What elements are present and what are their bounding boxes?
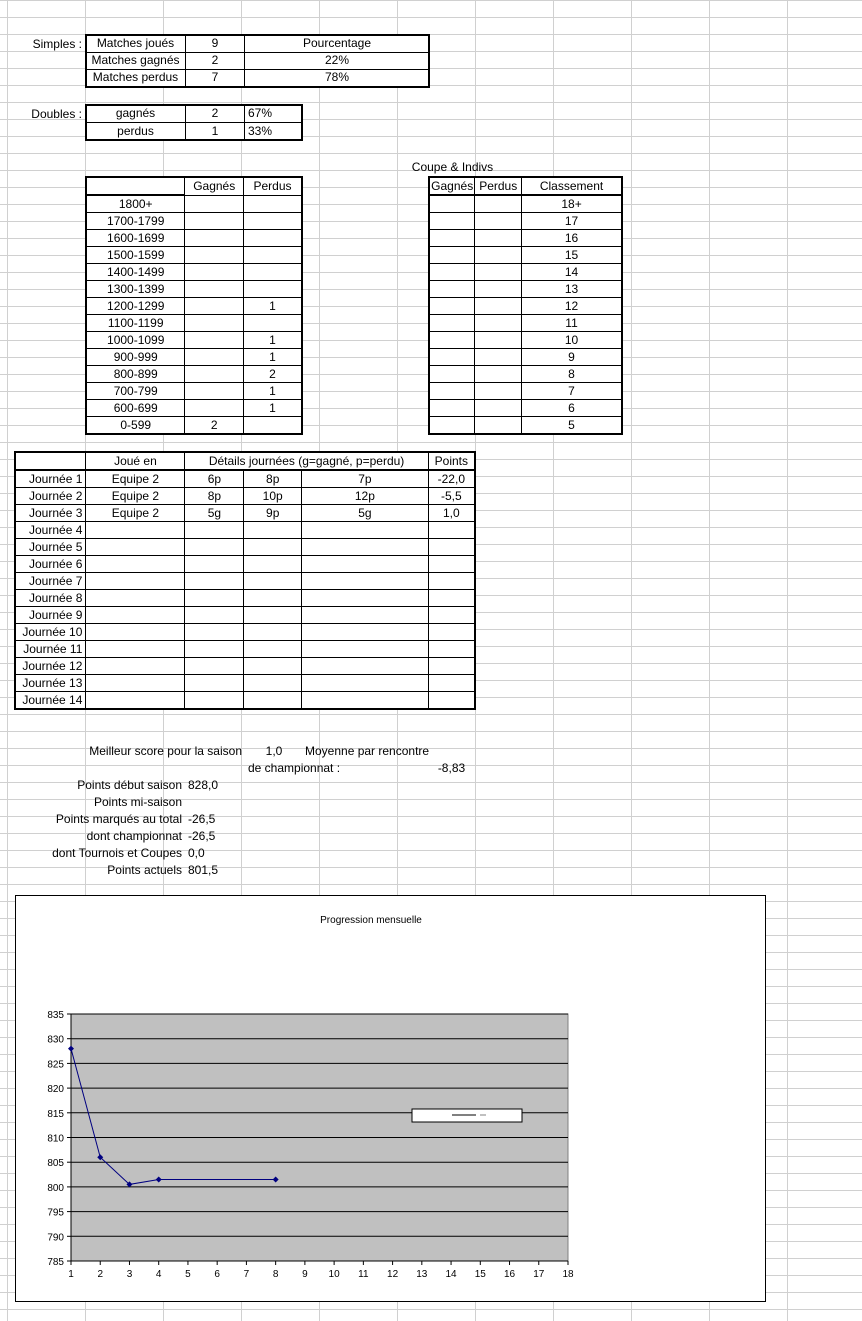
coupe-row: [429, 400, 622, 417]
championnat-range[interactable]: 800-899: [86, 366, 185, 383]
coupe-gagnes[interactable]: [429, 366, 475, 383]
championnat-perdus[interactable]: 2: [244, 366, 303, 383]
journee-match-3[interactable]: [302, 692, 429, 710]
championnat-perdus[interactable]: [244, 281, 303, 298]
y-tick-label: 790: [47, 1232, 64, 1244]
coupe-header-perdus: Perdus: [475, 177, 522, 195]
x-tick-label: 16: [503, 1269, 516, 1280]
coupe-gagnes[interactable]: [429, 195, 475, 213]
x-tick-label: 5: [185, 1269, 191, 1280]
best-score-value: 1,0: [265, 744, 283, 758]
simples-row-extra: 78%: [324, 70, 350, 84]
championnat-row: [86, 366, 302, 383]
average-label-2: de championnat :: [248, 761, 341, 775]
championnat-header-spacer: [86, 177, 185, 195]
journee-match-1[interactable]: 8p: [185, 488, 244, 505]
simples-row-extra: Pourcentage: [302, 36, 372, 50]
coupe-classement[interactable]: 12: [522, 298, 622, 315]
journee-match-2[interactable]: [244, 573, 302, 590]
stat-value: 801,5: [188, 863, 219, 877]
championnat-perdus[interactable]: 1: [244, 298, 303, 315]
championnat-gagnes[interactable]: [185, 264, 244, 281]
coupe-row: [429, 332, 622, 349]
x-tick-label: 9: [302, 1269, 308, 1280]
coupe-row: [429, 383, 622, 400]
journee-equipe[interactable]: [86, 539, 185, 556]
coupe-gagnes[interactable]: [429, 213, 475, 230]
doubles-label: Doubles :: [31, 107, 82, 121]
journee-points[interactable]: [428, 522, 475, 539]
coupe-row: [429, 213, 622, 230]
journee-match-3[interactable]: [302, 607, 429, 624]
y-tick-label: 785: [47, 1257, 64, 1268]
journee-match-1[interactable]: [185, 658, 244, 675]
coupe-perdus[interactable]: [475, 230, 522, 247]
championnat-row: [86, 247, 302, 264]
journees-table: [14, 451, 476, 710]
championnat-row: [86, 264, 302, 281]
championnat-range[interactable]: 900-999: [86, 349, 185, 366]
coupe-classement[interactable]: 10: [522, 332, 622, 349]
championnat-perdus[interactable]: [244, 417, 303, 435]
championnat-perdus[interactable]: [244, 230, 303, 247]
coupe-classement[interactable]: 7: [522, 383, 622, 400]
doubles-row-label: perdus: [117, 124, 154, 138]
x-tick-label: 14: [445, 1269, 457, 1280]
simples-row-count: 2: [211, 53, 219, 67]
championnat-gagnes[interactable]: [185, 213, 244, 230]
journee-points[interactable]: [428, 539, 475, 556]
y-tick-label: 835: [47, 1010, 64, 1021]
championnat-perdus[interactable]: [244, 247, 303, 264]
journee-match-2[interactable]: 8p: [244, 470, 302, 488]
coupe-perdus[interactable]: [475, 281, 522, 298]
journee-match-1[interactable]: [185, 607, 244, 624]
championnat-perdus[interactable]: 1: [244, 349, 303, 366]
journee-name[interactable]: Journée 14: [15, 692, 86, 710]
coupe-row: [429, 230, 622, 247]
x-tick-label: 7: [243, 1269, 250, 1280]
journee-match-3[interactable]: [302, 556, 429, 573]
coupe-header-gagnes: Gagnés: [429, 177, 475, 195]
journee-match-2[interactable]: [244, 522, 302, 539]
average-value: -8,83: [437, 761, 466, 775]
championnat-gagnes[interactable]: [185, 281, 244, 298]
championnat-range[interactable]: 1600-1699: [86, 230, 185, 247]
coupe-gagnes[interactable]: [429, 383, 475, 400]
journee-equipe[interactable]: [86, 641, 185, 658]
journee-name[interactable]: Journée 9: [15, 607, 86, 624]
championnat-header-perdus: Perdus: [244, 177, 303, 195]
simples-row-label: Matches gagnés: [91, 53, 180, 67]
stat-label: Points actuels: [107, 863, 182, 877]
coupe-perdus[interactable]: [475, 400, 522, 417]
championnat-range[interactable]: 1200-1299: [86, 298, 185, 315]
y-tick-label: 800: [47, 1182, 64, 1194]
journee-points[interactable]: -5,5: [428, 488, 475, 505]
simples-row-count: 7: [211, 70, 219, 84]
coupe-gagnes[interactable]: [429, 400, 475, 417]
journee-points[interactable]: [428, 556, 475, 573]
journee-match-3[interactable]: [302, 658, 429, 675]
journee-row: [15, 470, 475, 488]
championnat-range[interactable]: 1500-1599: [86, 247, 185, 264]
coupe-perdus[interactable]: [475, 366, 522, 383]
coupe-gagnes[interactable]: [429, 264, 475, 281]
best-score-label: Meilleur score pour la saison: [89, 744, 242, 758]
journee-match-3[interactable]: [302, 573, 429, 590]
championnat-gagnes[interactable]: [185, 366, 244, 383]
stat-label: Points marqués au total: [55, 812, 182, 826]
progression-chart[interactable]: [15, 895, 766, 1302]
journee-row: [15, 624, 475, 641]
championnat-row: [86, 417, 302, 435]
coupe-classement[interactable]: 5: [522, 417, 622, 435]
simples-row-count: 9: [211, 36, 219, 50]
x-tick-label: 18: [562, 1269, 574, 1280]
x-tick-label: 4: [155, 1269, 162, 1280]
x-tick-label: 17: [533, 1269, 545, 1280]
coupe-gagnes[interactable]: [429, 349, 475, 366]
journee-match-3[interactable]: [302, 522, 429, 539]
championnat-gagnes[interactable]: [185, 315, 244, 332]
championnat-row: [86, 195, 302, 213]
y-tick-label: 810: [47, 1133, 64, 1145]
championnat-perdus[interactable]: [244, 195, 303, 213]
journee-match-1[interactable]: [185, 641, 244, 658]
coupe-title: Coupe & Indivs: [411, 160, 494, 174]
simples-row-label: Matches perdus: [92, 70, 179, 84]
championnat-range[interactable]: 700-799: [86, 383, 185, 400]
coupe-classement[interactable]: 14: [522, 264, 622, 281]
journees-header-points: Points: [428, 452, 475, 470]
x-tick-label: 11: [358, 1269, 369, 1280]
coupe-classement[interactable]: 8: [522, 366, 622, 383]
journee-points[interactable]: [428, 675, 475, 692]
y-tick-label: 830: [47, 1034, 64, 1046]
journee-points[interactable]: 1,0: [428, 505, 475, 522]
coupe-row: [429, 315, 622, 332]
journee-row: [15, 658, 475, 675]
championnat-gagnes[interactable]: [185, 195, 244, 213]
journee-match-2[interactable]: [244, 590, 302, 607]
x-tick-label: 8: [272, 1269, 279, 1280]
championnat-gagnes[interactable]: [185, 400, 244, 417]
journee-row: [15, 692, 475, 710]
championnat-gagnes[interactable]: [185, 383, 244, 400]
coupe-perdus[interactable]: [475, 315, 522, 332]
stat-value: -26,5: [188, 829, 216, 843]
journee-row: [15, 522, 475, 539]
x-tick-label: 1: [68, 1269, 74, 1280]
journee-match-3[interactable]: [302, 675, 429, 692]
journee-match-1[interactable]: [185, 539, 244, 556]
championnat-range[interactable]: 1700-1799: [86, 213, 185, 230]
coupe-row: [429, 281, 622, 298]
journee-equipe[interactable]: [86, 675, 185, 692]
x-tick-label: 6: [214, 1269, 220, 1280]
stat-value: -26,5: [188, 812, 216, 826]
coupe-gagnes[interactable]: [429, 281, 475, 298]
championnat-range[interactable]: 1000-1099: [86, 332, 185, 349]
journee-match-3[interactable]: 12p: [302, 488, 429, 505]
coupe-row: [429, 264, 622, 281]
stat-value: [185, 794, 243, 811]
championnat-row: [86, 400, 302, 417]
championnat-range[interactable]: 1100-1199: [86, 315, 185, 332]
journee-match-2[interactable]: [244, 607, 302, 624]
coupe-table: [428, 176, 623, 435]
coupe-perdus[interactable]: [475, 298, 522, 315]
doubles-row-count: 1: [211, 124, 219, 138]
coupe-row: [429, 298, 622, 315]
journees-header-joue-en: Joué en: [86, 452, 185, 470]
journees-header-details: Détails journées (g=gagné, p=perdu): [185, 452, 428, 470]
stat-label: dont Tournois et Coupes: [52, 846, 182, 860]
journee-match-3[interactable]: 5g: [302, 505, 429, 522]
coupe-perdus[interactable]: [475, 247, 522, 264]
journee-match-2[interactable]: 9p: [244, 505, 302, 522]
championnat-range[interactable]: 1800+: [86, 195, 185, 213]
championnat-gagnes[interactable]: [185, 332, 244, 349]
journee-row: [15, 590, 475, 607]
journee-name[interactable]: Journée 5: [15, 539, 86, 556]
coupe-header-classement: Classement: [522, 177, 622, 195]
journee-row: [15, 607, 475, 624]
journee-equipe[interactable]: [86, 607, 185, 624]
journee-match-2[interactable]: [244, 692, 302, 710]
journee-match-2[interactable]: [244, 641, 302, 658]
journee-equipe[interactable]: [86, 624, 185, 641]
journee-match-2[interactable]: [244, 624, 302, 641]
journee-points[interactable]: [428, 692, 475, 710]
journee-name[interactable]: Journée 8: [15, 590, 86, 607]
journee-match-3[interactable]: [302, 624, 429, 641]
journee-name[interactable]: Journée 12: [15, 658, 86, 675]
x-tick-label: 10: [328, 1269, 340, 1280]
journee-match-3[interactable]: [302, 641, 429, 658]
coupe-perdus[interactable]: [475, 213, 522, 230]
journee-row: [15, 556, 475, 573]
doubles-row-pct: 33%: [248, 124, 273, 138]
average-label: Moyenne par rencontre: [305, 744, 430, 758]
coupe-perdus[interactable]: [475, 383, 522, 400]
journee-match-2[interactable]: [244, 556, 302, 573]
journee-row: [15, 573, 475, 590]
journee-points[interactable]: [428, 573, 475, 590]
journee-name[interactable]: Journée 2: [15, 488, 86, 505]
simples-row-label: Matches joués: [96, 36, 175, 50]
x-tick-label: 13: [416, 1269, 428, 1280]
championnat-row: [86, 298, 302, 315]
coupe-perdus[interactable]: [475, 264, 522, 281]
journee-name[interactable]: Journée 4: [15, 522, 86, 539]
coupe-gagnes[interactable]: [429, 247, 475, 264]
championnat-perdus[interactable]: [244, 315, 303, 332]
journee-points[interactable]: [428, 590, 475, 607]
coupe-classement[interactable]: 17: [522, 213, 622, 230]
chart-canvas: [16, 896, 765, 1301]
championnat-row: [86, 213, 302, 230]
coupe-gagnes[interactable]: [429, 315, 475, 332]
coupe-classement[interactable]: 11: [522, 315, 622, 332]
championnat-range[interactable]: 1400-1499: [86, 264, 185, 281]
doubles-row-pct: 67%: [248, 106, 273, 120]
x-tick-label: 12: [387, 1269, 399, 1280]
journee-points[interactable]: [428, 607, 475, 624]
journee-points[interactable]: [428, 658, 475, 675]
coupe-row: [429, 247, 622, 264]
coupe-gagnes[interactable]: [429, 298, 475, 315]
journee-equipe[interactable]: Equipe 2: [86, 505, 185, 522]
journee-match-1[interactable]: [185, 573, 244, 590]
journee-row: [15, 505, 475, 522]
coupe-row: [429, 349, 622, 366]
coupe-row: [429, 195, 622, 213]
journee-equipe[interactable]: Equipe 2: [86, 470, 185, 488]
journee-match-2[interactable]: [244, 539, 302, 556]
coupe-perdus[interactable]: [475, 349, 522, 366]
championnat-gagnes[interactable]: [185, 349, 244, 366]
coupe-classement[interactable]: 15: [522, 247, 622, 264]
championnat-perdus[interactable]: [244, 264, 303, 281]
journee-name[interactable]: Journée 6: [15, 556, 86, 573]
stat-label: Points mi-saison: [93, 795, 182, 809]
journee-points[interactable]: -22,0: [428, 470, 475, 488]
doubles-row-label: gagnés: [115, 106, 156, 120]
journee-match-2[interactable]: [244, 675, 302, 692]
journee-row: [15, 675, 475, 692]
journee-name[interactable]: Journée 1: [15, 470, 86, 488]
journee-match-1[interactable]: 6p: [185, 470, 244, 488]
journee-match-3[interactable]: [302, 590, 429, 607]
championnat-gagnes[interactable]: [185, 298, 244, 315]
journee-equipe[interactable]: Equipe 2: [86, 488, 185, 505]
journee-match-3[interactable]: 7p: [302, 470, 429, 488]
y-tick-label: 815: [47, 1108, 64, 1120]
x-tick-label: 2: [97, 1269, 104, 1280]
journee-equipe[interactable]: [86, 556, 185, 573]
chart-title: Progression mensuelle: [320, 915, 422, 926]
stat-label: dont championnat: [86, 829, 182, 843]
championnat-perdus[interactable]: 1: [244, 332, 303, 349]
journees-header-blank: [15, 452, 86, 470]
journee-match-1[interactable]: [185, 692, 244, 710]
championnat-perdus[interactable]: 1: [244, 383, 303, 400]
journee-match-3[interactable]: [302, 539, 429, 556]
y-tick-label: 825: [47, 1059, 64, 1071]
coupe-gagnes[interactable]: [429, 332, 475, 349]
journee-match-2[interactable]: [244, 658, 302, 675]
championnat-gagnes[interactable]: [185, 230, 244, 247]
journee-match-1[interactable]: [185, 522, 244, 539]
championnat-table: [85, 176, 303, 435]
championnat-range[interactable]: 0-599: [86, 417, 185, 435]
journee-equipe[interactable]: [86, 573, 185, 590]
championnat-range[interactable]: 600-699: [86, 400, 185, 417]
journee-row: [15, 641, 475, 658]
coupe-row: [429, 366, 622, 383]
y-tick-label: 795: [47, 1207, 64, 1219]
journee-equipe[interactable]: [86, 522, 185, 539]
coupe-classement[interactable]: 9: [522, 349, 622, 366]
championnat-row: [86, 383, 302, 400]
championnat-range[interactable]: 1300-1399: [86, 281, 185, 298]
championnat-row: [86, 315, 302, 332]
journee-match-1[interactable]: [185, 675, 244, 692]
simples-label: Simples :: [32, 37, 82, 51]
journee-name[interactable]: Journée 13: [15, 675, 86, 692]
x-tick-label: 15: [474, 1269, 486, 1280]
championnat-gagnes[interactable]: 2: [185, 417, 244, 435]
journee-name[interactable]: Journée 10: [15, 624, 86, 641]
coupe-classement[interactable]: 16: [522, 230, 622, 247]
journee-points[interactable]: [428, 641, 475, 658]
journee-name[interactable]: Journée 7: [15, 573, 86, 590]
championnat-row: [86, 281, 302, 298]
y-tick-label: 820: [47, 1084, 64, 1096]
journee-row: [15, 539, 475, 556]
coupe-gagnes[interactable]: [429, 230, 475, 247]
journee-points[interactable]: [428, 624, 475, 641]
coupe-classement[interactable]: 13: [522, 281, 622, 298]
stat-value: 828,0: [188, 778, 219, 792]
x-tick-label: 3: [126, 1269, 133, 1280]
journee-match-2[interactable]: 10p: [244, 488, 302, 505]
journee-name[interactable]: Journée 3: [15, 505, 86, 522]
championnat-row: [86, 332, 302, 349]
simples-row-extra: 22%: [324, 53, 350, 67]
coupe-perdus[interactable]: [475, 195, 522, 213]
journee-match-1[interactable]: [185, 590, 244, 607]
journee-name[interactable]: Journée 11: [15, 641, 86, 658]
journee-equipe[interactable]: [86, 692, 185, 710]
coupe-row: [429, 417, 622, 435]
y-tick-label: 805: [47, 1158, 64, 1170]
journee-match-1[interactable]: [185, 556, 244, 573]
coupe-perdus[interactable]: [475, 417, 522, 435]
coupe-gagnes[interactable]: [429, 417, 475, 435]
coupe-classement[interactable]: 18+: [522, 195, 622, 213]
championnat-header-gagnes: Gagnés: [185, 177, 244, 195]
journee-equipe[interactable]: [86, 590, 185, 607]
journee-match-1[interactable]: [185, 624, 244, 641]
championnat-gagnes[interactable]: [185, 247, 244, 264]
journee-match-1[interactable]: 5g: [185, 505, 244, 522]
championnat-perdus[interactable]: 1: [244, 400, 303, 417]
championnat-perdus[interactable]: [244, 213, 303, 230]
journee-equipe[interactable]: [86, 658, 185, 675]
championnat-row: [86, 230, 302, 247]
coupe-perdus[interactable]: [475, 332, 522, 349]
stat-label: Points début saison: [77, 778, 182, 792]
championnat-row: [86, 349, 302, 366]
stat-value: 0,0: [188, 846, 205, 860]
journee-row: [15, 488, 475, 505]
coupe-classement[interactable]: 6: [522, 400, 622, 417]
doubles-row-count: 2: [211, 106, 219, 120]
